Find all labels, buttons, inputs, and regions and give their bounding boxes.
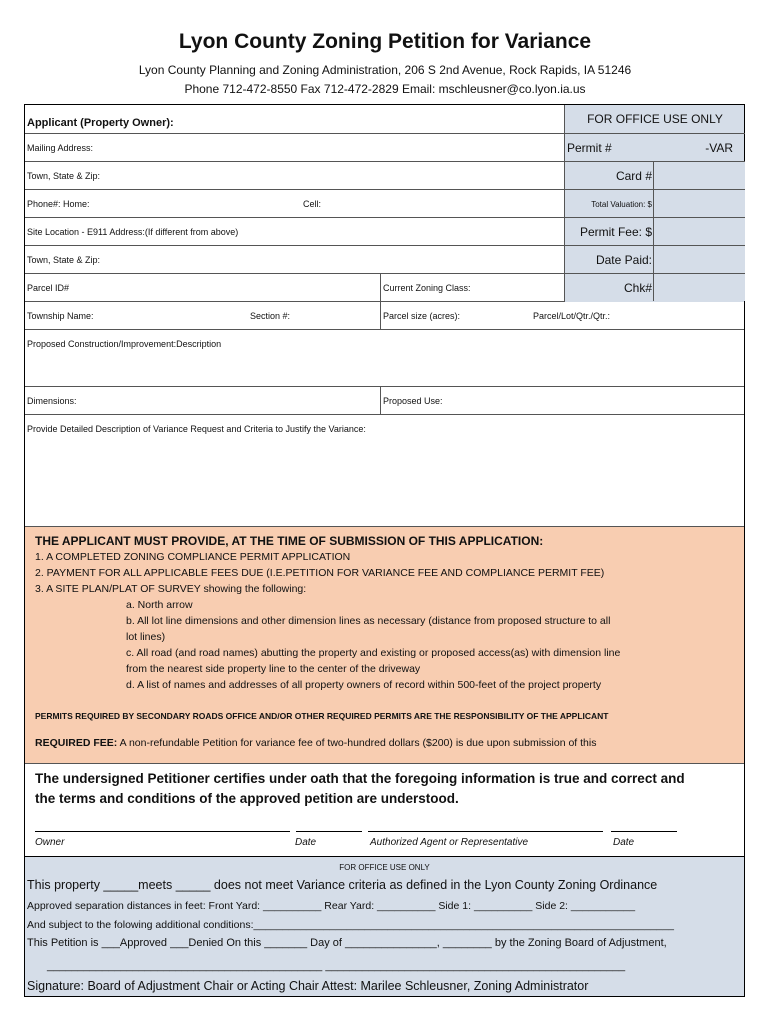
dimensions-row[interactable] [25,387,744,415]
section-label: Section #: [250,311,291,321]
required-fee-text: A non-refundable Petition for variance fee of two-hundred dollars ($200) is due upon submission of this [119,737,597,749]
owner-label: Owner [35,837,65,848]
parcel-lot-label: Parcel/Lot/Qtr./Qtr.: [533,311,611,321]
requirement-item: 2. PAYMENT FOR ALL APPLICABLE FEES DUE (I.E.PETITION FOR VARIANCE FEE AND COMPLIANCE PERMIT FEE) [35,567,605,579]
parcel-size-label: Parcel size (acres): [383,311,461,321]
requirement-subitem: from the nearest side property line to the center of the driveway [126,663,421,675]
permit-row[interactable] [565,134,745,162]
applicant-row[interactable] [25,105,564,134]
signature-labels: Signature: Board of Adjustment Chair or Acting Chair Attest: Marilee Schleusner, Zoning Administrator [27,979,589,993]
requirement-item: 3. A SITE PLAN/PLAT OF SURVEY showing the following: [35,583,307,595]
permit-suffix: -VAR [705,141,733,155]
site-location-label: Site Location - E911 Address:(If different from above) [27,227,239,237]
parcel-id-label: Parcel ID# [27,283,70,293]
certification-text [35,769,685,809]
mailing-label: Mailing Address: [27,143,94,153]
township-label: Township Name: [27,311,94,321]
card-row [565,162,745,190]
separation-distances-line: Approved separation distances in feet: Front Yard: __________ Rear Yard: __________ Side 1: __________ Side 2: ___________ [27,900,636,912]
owner-date-line[interactable] [296,831,362,832]
site-town-label: Town, State & Zip: [27,255,101,265]
applicant-label: Applicant (Property Owner): [27,117,174,129]
chk-label: Chk# [623,281,652,295]
phone-row[interactable] [25,190,564,218]
township-row[interactable] [25,302,744,330]
mailing-row[interactable] [25,134,564,162]
certification-line: The undersigned Petitioner certifies under oath that the foregoing information is true and correct and [35,771,685,786]
required-fee [35,737,596,749]
permit-label: Permit # [567,141,612,155]
valuation-input[interactable] [653,190,745,217]
agent-signature-line[interactable] [368,831,603,832]
site-town-row[interactable] [25,246,564,274]
zoning-class-label: Current Zoning Class: [383,283,471,293]
date-paid-label: Date Paid: [595,253,652,267]
office-use-box [564,105,744,302]
permit-fee-row [565,218,745,246]
office-use-header: FOR OFFICE USE ONLY [565,105,745,134]
construction-row[interactable] [25,330,744,387]
valuation-row [565,190,745,218]
date-label: Date [613,837,635,848]
construction-label: Proposed Construction/Improvement:Description [27,339,222,349]
valuation-label: Total Valuation: $ [591,200,652,209]
office-use-bottom [25,856,744,996]
owner-signature-line[interactable] [35,831,290,832]
requirement-subitem: lot lines) [126,631,166,643]
office-use-title: FOR OFFICE USE ONLY [339,863,430,872]
date-paid-input[interactable] [653,246,745,273]
date-paid-row [565,246,745,274]
variance-criteria-line: This property _____meets _____ does not meet Variance criteria as defined in the Lyon County Zoning Ordinance [27,878,658,892]
requirement-subitem: a. North arrow [126,599,193,611]
cell-label: Cell: [303,199,322,209]
card-input[interactable] [653,162,745,189]
description-row[interactable] [25,415,744,526]
petition-decision-line: This Petition is ___Approved ___Denied On this _______ Day of _______________, ________ by the Zoning Board of Adjustment, [27,937,667,949]
phone-home-label: Phone#: Home: [27,199,90,209]
signature-lines[interactable]: _____________________________________________ _________________________________________________ [47,960,626,972]
proposed-use-label: Proposed Use: [383,396,443,406]
certification-line: the terms and conditions of the approved petition are understood. [35,791,459,806]
town-row[interactable] [25,162,564,190]
requirement-item: 1. A COMPLETED ZONING COMPLIANCE PERMIT APPLICATION [35,551,351,563]
agent-date-line[interactable] [611,831,677,832]
agent-label: Authorized Agent or Representative [370,837,529,848]
requirement-subitem: d. A list of names and addresses of all property owners of record within 500-feet of the project property [126,679,602,691]
town-label: Town, State & Zip: [27,171,101,181]
requirement-subitem: b. All lot line dimensions and other dimension lines as necessary (distance from proposed structure to all [126,615,611,627]
site-location-row[interactable] [25,218,564,246]
permit-fee-input[interactable] [653,218,745,245]
permit-fee-label: Permit Fee: $ [579,225,652,239]
conditions-line: And subject to the folowing additional conditions:________________________________________________________________________ [27,919,674,931]
requirement-subitem: c. All road (and road names) abutting the property and existing or proposed access(as) with dimension line [126,647,621,659]
agency-address: Lyon County Planning and Zoning Administration, 206 S 2nd Avenue, Rock Rapids, IA 51246 [138,63,632,77]
card-label: Card # [615,169,652,183]
parcel-row[interactable] [25,274,564,302]
column-divider [380,387,381,415]
date-label: Date [295,837,317,848]
requirements-heading: THE APPLICANT MUST PROVIDE, AT THE TIME OF SUBMISSION OF THIS APPLICATION: [35,534,544,548]
permits-note: PERMITS REQUIRED BY SECONDARY ROADS OFFICE AND/OR OTHER REQUIRED PERMITS ARE THE RESPONSIBILITY OF THE APPLICANT [35,711,609,721]
agency-contact: Phone 712-472-8550 Fax 712-472-2829 Email: mschleusner@co.lyon.ia.us [184,82,586,96]
page-title: Lyon County Zoning Petition for Variance [178,30,592,53]
chk-row [565,274,745,302]
dimensions-label: Dimensions: [27,396,77,406]
requirements-box [25,526,744,764]
petition-form [24,104,745,997]
description-label: Provide Detailed Description of Variance Request and Criteria to Justify the Variance: [27,424,366,434]
chk-input[interactable] [653,274,745,301]
required-fee-label: REQUIRED FEE: [35,737,118,749]
